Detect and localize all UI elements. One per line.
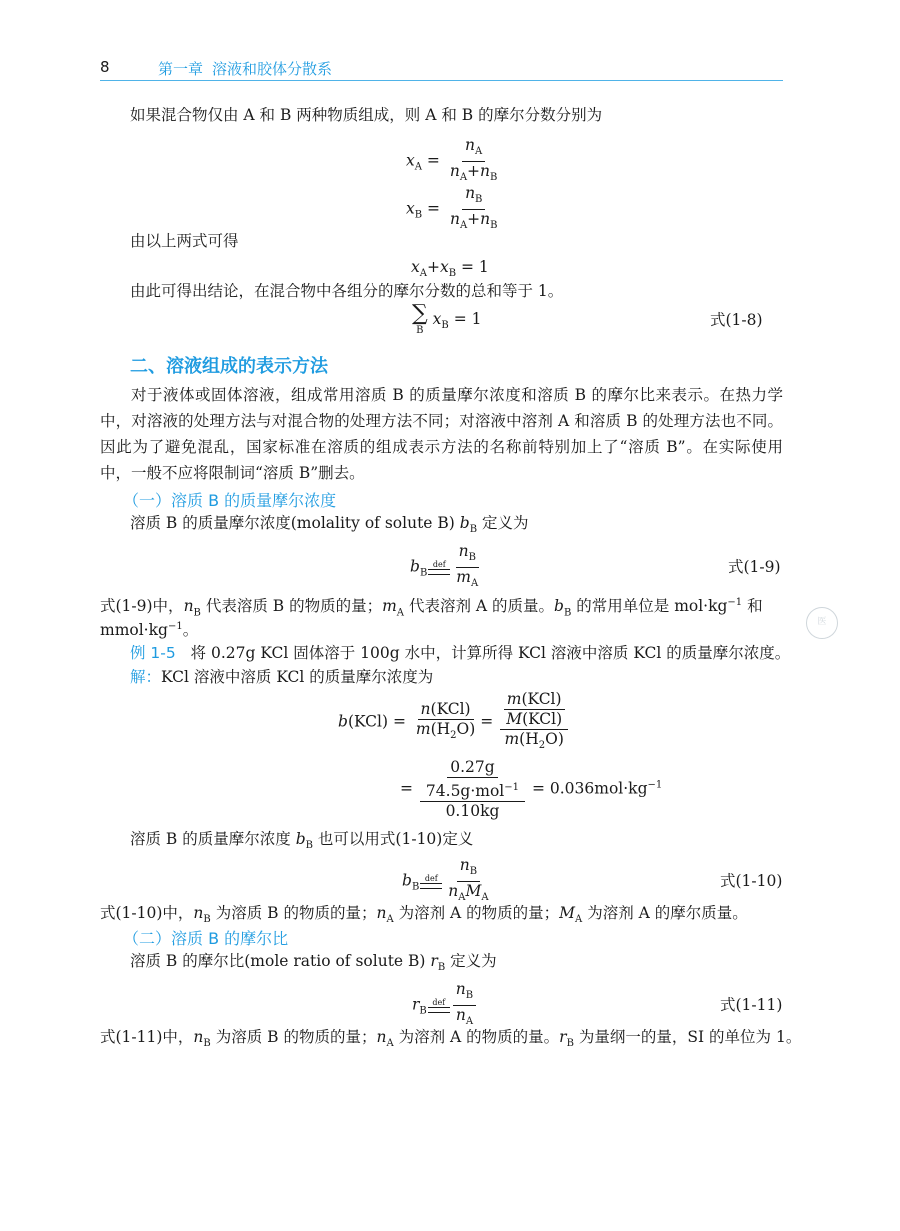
- example: [130, 642, 790, 664]
- paragraph: 如果混合物仅由 A 和 B 两种物质组成，则 A 和 B 的摩尔分数分别为: [130, 106, 603, 124]
- paragraph: 式(1-10)中，$n_B$ 为溶质 B 的物质的量；$n_A$ 为溶剂 A 的物质的量；$M_A$ 为溶剂 A 的摩尔质量。: [100, 904, 748, 926]
- paragraph: 溶质 B 的质量摩尔浓度(molality of solute B) $b_B$ 定义为: [130, 514, 529, 536]
- calc-num: 0.27g: [447, 758, 497, 778]
- text: KCl 溶液中溶质 KCl 的质量摩尔浓度为: [161, 668, 434, 686]
- text: 为溶质 B 的物质的量；: [215, 1028, 377, 1046]
- text: 溶质 B 的摩尔比(mole ratio of solute B): [130, 952, 426, 970]
- text: 式(1-11)中，: [100, 1028, 194, 1046]
- paragraph: 溶质 B 的摩尔比(mole ratio of solute B) $r_B$ 定义为: [130, 952, 497, 974]
- text: 的常用单位是 mol·kg: [576, 597, 728, 616]
- text: 为溶剂 A 的物质的量。: [398, 1028, 560, 1046]
- calc-den: 74.5g·mol: [425, 782, 505, 801]
- paragraph: 式(1-9)中，$n_B$ 代表溶质 B 的物质的量；$m_A$ 代表溶剂 A 的质量。$b_B$ 的常用单位是 $mol\cdot kg^{-1}$ 和: [100, 597, 763, 619]
- page-number: 8: [100, 58, 110, 76]
- formula-1-9: $b_B$ def $\frac{n_B}{m_A}$: [410, 542, 479, 590]
- solution: [130, 666, 433, 688]
- text: mmol·kg: [100, 621, 168, 640]
- example-label: 例 1-5: [130, 644, 176, 662]
- text: 溶质 B 的质量摩尔浓度(molality of solute B): [130, 514, 455, 532]
- text: 式(1-10)中，: [100, 904, 194, 922]
- chapter-title: 溶液和胶体分散系: [212, 60, 333, 78]
- text: 也可以用式(1-10)定义: [317, 830, 474, 848]
- equation-number: 式(1-8): [710, 311, 763, 329]
- text: 和: [747, 597, 763, 616]
- solution-label: 解：: [130, 668, 162, 686]
- text: 代表溶剂 A 的质量。: [408, 597, 555, 616]
- formula-1-11: $r_B$ def $\frac{n_B}{n_A}$: [412, 980, 478, 1031]
- text: 为溶质 B 的物质的量；: [215, 904, 377, 922]
- paragraph: 对于液体或固体溶液，组成常用溶质 B 的质量摩尔浓度和溶质 B 的摩尔比来表示。在热力学中，对溶液的处理方法与对混合物的处理方法不同；对溶液中溶剂 A 和溶质 B 的处理方法也不同。因此为了避免混乱，国家标准在溶质的组成表示方法的名称前特别加上了“溶质 B”。在实际使用中，一般不应将限制词“溶质 B”删去。: [100, 386, 783, 482]
- subsection-title: （二）溶质 B 的摩尔比: [123, 929, 289, 948]
- section-title: 二、溶液组成的表示方法: [130, 356, 328, 377]
- formula-sum: $x_A+x_B = 1$: [411, 258, 489, 280]
- formula-calc: = $\frac{\frac{0.27g}{74.5g\cdot mol^{-1}}}{0.10kg}$ = $0.036mol\cdot kg^{-1}$: [400, 758, 663, 821]
- formula-bkcl: b(KCl) = $\frac{\text{n(KCl)}}{m(H_2O)}$ = $\frac{\frac{\text{m(KCl)}}{\text{M(KCl)}}}{m(H_2O)}$: [338, 690, 570, 755]
- text: 为溶剂 A 的摩尔质量。: [587, 904, 748, 922]
- header-rule: [100, 80, 783, 81]
- paragraph: 式(1-11)中，$n_B$ 为溶质 B 的物质的量；$n_A$ 为溶剂 A 的物质的量。$r_B$ 为量纲一的量，SI 的单位为 1。: [100, 1028, 802, 1050]
- subsection-title: （一）溶质 B 的质量摩尔浓度: [123, 491, 337, 510]
- formula-1-8: ∑ B $x_B = 1$: [412, 301, 482, 336]
- chapter-label: 第一章: [158, 60, 204, 78]
- formula-xb: $x_B$ = $\frac{n_B}{n_A+n_B}$: [406, 184, 498, 232]
- paragraph: 溶质 B 的质量摩尔浓度 $b_B$ 也可以用式(1-10)定义: [130, 830, 474, 852]
- equation-number: 式(1-9): [728, 558, 781, 576]
- formula-xa: $x_A$ = $\frac{n_A}{n_A+n_B}$: [406, 136, 498, 184]
- equation-number: 式(1-11): [720, 996, 783, 1014]
- text: 溶质 B 的质量摩尔浓度: [130, 830, 291, 848]
- text: 式(1-9)中，: [100, 597, 184, 616]
- formula-1-10: $b_B$ def $\frac{n_B}{n_AM_A}$: [402, 856, 489, 904]
- side-badge: 医: [806, 607, 838, 639]
- paragraph: 由此可得出结论，在混合物中各组分的摩尔分数的总和等于 1。: [130, 282, 564, 300]
- text: 定义为: [450, 952, 497, 970]
- text: 为量纲一的量，SI 的单位为 1。: [578, 1028, 802, 1046]
- text: 为溶剂 A 的物质的量；: [398, 904, 560, 922]
- text: 代表溶质 B 的物质的量；: [205, 597, 383, 616]
- calc-den-bottom: 0.10kg: [445, 802, 500, 821]
- equation-number: 式(1-10): [720, 872, 783, 890]
- paragraph: 由以上两式可得: [130, 232, 239, 250]
- paragraph: $mmol\cdot kg^{-1}$。: [100, 621, 199, 640]
- calc-result: = 0.036mol·kg: [531, 779, 648, 798]
- text: 将 0.27g KCl 固体溶于 100g 水中，计算所得 KCl 溶液中溶质 KCl 的质量摩尔浓度。: [190, 644, 791, 662]
- text: 定义为: [482, 514, 529, 532]
